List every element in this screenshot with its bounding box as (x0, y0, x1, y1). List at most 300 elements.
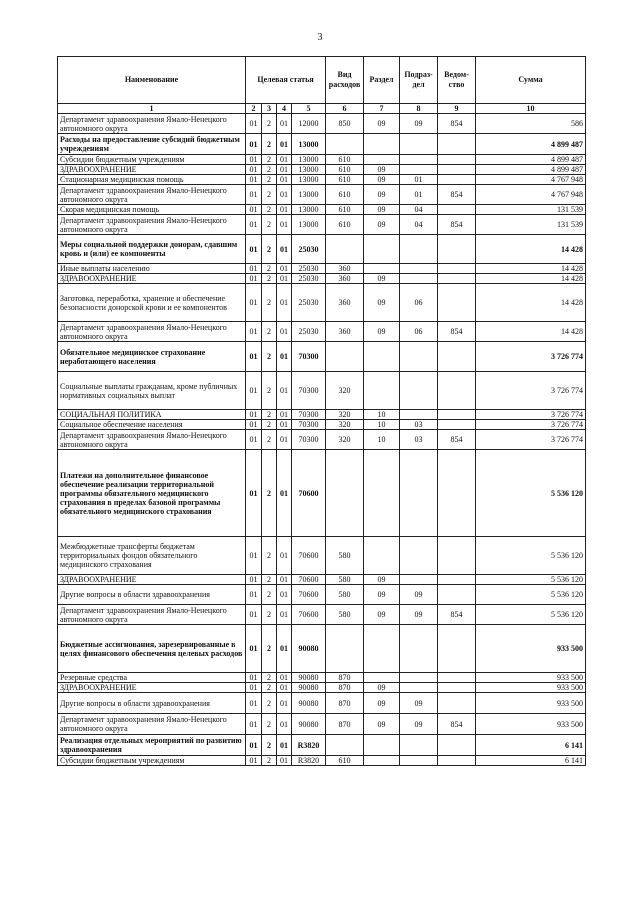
cell-department (438, 585, 476, 605)
cell-name: Обязательное медицинское страхование неработающего населения (58, 342, 246, 372)
cell-section (364, 756, 400, 766)
cell-target-subprogram: 2 (262, 264, 277, 274)
cell-target-subprogram: 2 (262, 372, 277, 410)
cell-department (438, 693, 476, 714)
cell-sum: 933 500 (476, 714, 586, 735)
table-row (58, 430, 586, 450)
cell-department (438, 683, 476, 693)
cell-target-subprogram: 2 (262, 756, 277, 766)
table-row (58, 585, 586, 605)
cell-department (438, 342, 476, 372)
cell-target-code: 70600 (292, 450, 326, 537)
table-row (58, 264, 586, 274)
cell-target-main-event: 01 (277, 215, 292, 235)
cell-expense-type (326, 134, 364, 155)
cell-target-code: 90080 (292, 693, 326, 714)
cell-name: Заготовка, переработка, хранение и обеспечение безопасности донорской крови и ее компонентов (58, 284, 246, 322)
cell-target-subprogram: 2 (262, 235, 277, 264)
cell-target-subprogram: 2 (262, 430, 277, 450)
header-name: Наименование (58, 57, 246, 104)
cell-target-code: 25030 (292, 284, 326, 322)
cell-sum: 14 428 (476, 264, 586, 274)
cell-expense-type: 580 (326, 605, 364, 625)
cell-target-program: 01 (246, 175, 262, 185)
table-row (58, 605, 586, 625)
cell-section: 09 (364, 693, 400, 714)
col-number: 4 (277, 104, 292, 114)
cell-target-program: 01 (246, 284, 262, 322)
cell-target-main-event: 01 (277, 175, 292, 185)
col-number: 6 (326, 104, 364, 114)
cell-target-program: 01 (246, 264, 262, 274)
cell-sum: 4 899 487 (476, 155, 586, 165)
cell-target-program: 01 (246, 235, 262, 264)
cell-target-code: 25030 (292, 274, 326, 284)
cell-sum: 4 899 487 (476, 134, 586, 155)
cell-section: 09 (364, 605, 400, 625)
cell-subsection (400, 134, 438, 155)
cell-target-subprogram: 2 (262, 274, 277, 284)
cell-target-code: 25030 (292, 264, 326, 274)
cell-target-subprogram: 2 (262, 215, 277, 235)
cell-department (438, 264, 476, 274)
cell-sum: 131 539 (476, 205, 586, 215)
cell-target-main-event: 01 (277, 625, 292, 673)
cell-target-subprogram: 2 (262, 165, 277, 175)
cell-target-code: 13000 (292, 165, 326, 175)
cell-sum: 3 726 774 (476, 420, 586, 430)
cell-target-subprogram: 2 (262, 673, 277, 683)
cell-target-subprogram: 2 (262, 175, 277, 185)
cell-subsection: 03 (400, 420, 438, 430)
cell-section (364, 155, 400, 165)
cell-subsection (400, 450, 438, 537)
cell-department (438, 450, 476, 537)
table-row (58, 714, 586, 735)
table-row (58, 322, 586, 342)
cell-target-subprogram: 2 (262, 537, 277, 575)
cell-section: 09 (364, 205, 400, 215)
cell-expense-type: 360 (326, 274, 364, 284)
cell-department (438, 625, 476, 673)
cell-subsection: 06 (400, 284, 438, 322)
cell-target-subprogram: 2 (262, 155, 277, 165)
cell-name: Департамент здравоохранения Ямало-Ненецкого автономного округа (58, 714, 246, 735)
cell-target-code: 70600 (292, 605, 326, 625)
cell-subsection (400, 342, 438, 372)
cell-target-code: 70600 (292, 537, 326, 575)
cell-department (438, 420, 476, 430)
cell-target-program: 01 (246, 714, 262, 735)
cell-subsection (400, 673, 438, 683)
cell-department (438, 134, 476, 155)
cell-target-program: 01 (246, 625, 262, 673)
cell-section (364, 264, 400, 274)
cell-department (438, 205, 476, 215)
cell-target-main-event: 01 (277, 673, 292, 683)
cell-target-main-event: 01 (277, 605, 292, 625)
cell-name: Департамент здравоохранения Ямало-Ненецкого автономного округа (58, 605, 246, 625)
table-row (58, 683, 586, 693)
cell-target-main-event: 01 (277, 537, 292, 575)
cell-name: Скорая медицинская помощь (58, 205, 246, 215)
table-row (58, 673, 586, 683)
cell-name: Департамент здравоохранения Ямало-Ненецкого автономного округа (58, 322, 246, 342)
cell-name: Социальные выплаты гражданам, кроме публичных нормативных социальных выплат (58, 372, 246, 410)
cell-subsection (400, 683, 438, 693)
table-row (58, 134, 586, 155)
cell-name: Стационарная медицинская помощь (58, 175, 246, 185)
cell-target-subprogram: 2 (262, 625, 277, 673)
cell-department (438, 735, 476, 756)
cell-section: 09 (364, 284, 400, 322)
cell-expense-type: 610 (326, 215, 364, 235)
cell-sum: 14 428 (476, 284, 586, 322)
cell-department: 854 (438, 114, 476, 134)
table-row (58, 693, 586, 714)
cell-target-subprogram: 2 (262, 683, 277, 693)
cell-target-program: 01 (246, 735, 262, 756)
table-row (58, 756, 586, 766)
cell-section: 09 (364, 185, 400, 205)
cell-name: Субсидии бюджетным учреждениям (58, 756, 246, 766)
cell-name: Другие вопросы в области здравоохранения (58, 693, 246, 714)
cell-department (438, 575, 476, 585)
cell-section: 10 (364, 410, 400, 420)
cell-sum: 3 726 774 (476, 342, 586, 372)
table-row (58, 155, 586, 165)
cell-target-program: 01 (246, 322, 262, 342)
cell-subsection (400, 735, 438, 756)
table-row (58, 235, 586, 264)
cell-section: 09 (364, 683, 400, 693)
cell-target-subprogram: 2 (262, 714, 277, 735)
cell-sum: 4 899 487 (476, 165, 586, 175)
cell-name: Расходы на предоставление субсидий бюджетным учреждениям (58, 134, 246, 155)
cell-subsection (400, 537, 438, 575)
cell-section: 09 (364, 165, 400, 175)
cell-subsection (400, 575, 438, 585)
cell-expense-type: 610 (326, 155, 364, 165)
cell-target-program: 01 (246, 420, 262, 430)
cell-section: 09 (364, 175, 400, 185)
header-expense-type: Вид расходов (326, 57, 364, 104)
cell-expense-type: 610 (326, 756, 364, 766)
header-subsection: Подраз-дел (400, 57, 438, 104)
cell-name: ЗДРАВООХРАНЕНИЕ (58, 575, 246, 585)
cell-expense-type: 360 (326, 322, 364, 342)
cell-sum: 5 536 120 (476, 575, 586, 585)
cell-target-subprogram: 2 (262, 205, 277, 215)
cell-department (438, 165, 476, 175)
col-number: 3 (262, 104, 277, 114)
table-row (58, 372, 586, 410)
cell-section: 09 (364, 274, 400, 284)
cell-sum: 14 428 (476, 322, 586, 342)
cell-target-program: 01 (246, 372, 262, 410)
cell-department (438, 274, 476, 284)
table-row (58, 537, 586, 575)
cell-name: Социальное обеспечение населения (58, 420, 246, 430)
cell-department: 854 (438, 430, 476, 450)
cell-name: ЗДРАВООХРАНЕНИЕ (58, 274, 246, 284)
cell-name: Департамент здравоохранения Ямало-Ненецкого автономного округа (58, 185, 246, 205)
cell-target-program: 01 (246, 585, 262, 605)
header-department: Ведом-ство (438, 57, 476, 104)
cell-sum: 933 500 (476, 683, 586, 693)
cell-target-subprogram: 2 (262, 342, 277, 372)
header-target-article: Целевая статья (246, 57, 326, 104)
cell-expense-type: 580 (326, 585, 364, 605)
cell-expense-type: 360 (326, 284, 364, 322)
cell-target-subprogram: 2 (262, 410, 277, 420)
cell-target-main-event: 01 (277, 372, 292, 410)
cell-target-code: R3820 (292, 735, 326, 756)
cell-subsection: 03 (400, 430, 438, 450)
cell-target-main-event: 01 (277, 274, 292, 284)
cell-target-code: R3820 (292, 756, 326, 766)
cell-sum: 933 500 (476, 625, 586, 673)
cell-sum: 586 (476, 114, 586, 134)
cell-department: 854 (438, 714, 476, 735)
cell-section: 09 (364, 322, 400, 342)
table-row (58, 175, 586, 185)
cell-target-code: 25030 (292, 322, 326, 342)
table-row (58, 625, 586, 673)
cell-sum: 6 141 (476, 756, 586, 766)
cell-name: Департамент здравоохранения Ямало-Ненецкого автономного округа (58, 215, 246, 235)
page-number: 3 (317, 32, 323, 43)
cell-subsection: 09 (400, 693, 438, 714)
cell-expense-type: 580 (326, 537, 364, 575)
cell-target-code: 90080 (292, 683, 326, 693)
cell-expense-type: 320 (326, 420, 364, 430)
cell-department (438, 372, 476, 410)
cell-expense-type: 850 (326, 114, 364, 134)
cell-expense-type: 610 (326, 165, 364, 175)
cell-name: Иные выплаты населению (58, 264, 246, 274)
cell-name: Департамент здравоохранения Ямало-Ненецкого автономного округа (58, 430, 246, 450)
cell-subsection (400, 625, 438, 673)
cell-target-main-event: 01 (277, 693, 292, 714)
cell-sum: 3 726 774 (476, 430, 586, 450)
cell-target-subprogram: 2 (262, 575, 277, 585)
col-number: 8 (400, 104, 438, 114)
cell-name: ЗДРАВООХРАНЕНИЕ (58, 165, 246, 175)
budget-table (57, 56, 586, 766)
cell-subsection (400, 756, 438, 766)
cell-target-subprogram: 2 (262, 284, 277, 322)
cell-section (364, 342, 400, 372)
cell-target-subprogram: 2 (262, 420, 277, 430)
cell-subsection: 09 (400, 714, 438, 735)
table-row (58, 735, 586, 756)
cell-target-program: 01 (246, 205, 262, 215)
cell-target-code: 25030 (292, 235, 326, 264)
col-number: 7 (364, 104, 400, 114)
cell-expense-type: 320 (326, 372, 364, 410)
cell-expense-type: 320 (326, 410, 364, 420)
cell-target-subprogram: 2 (262, 605, 277, 625)
cell-name: СОЦИАЛЬНАЯ ПОЛИТИКА (58, 410, 246, 420)
cell-department (438, 537, 476, 575)
cell-target-program: 01 (246, 185, 262, 205)
cell-department (438, 155, 476, 165)
cell-target-code: 90080 (292, 673, 326, 683)
cell-target-main-event: 01 (277, 155, 292, 165)
cell-target-code: 13000 (292, 205, 326, 215)
table-row (58, 185, 586, 205)
col-number: 2 (246, 104, 262, 114)
cell-subsection (400, 264, 438, 274)
cell-subsection: 01 (400, 185, 438, 205)
cell-target-code: 70600 (292, 585, 326, 605)
table-row (58, 274, 586, 284)
cell-sum: 5 536 120 (476, 605, 586, 625)
cell-name: Реализация отдельных мероприятий по развитию здравоохранения (58, 735, 246, 756)
cell-name: ЗДРАВООХРАНЕНИЕ (58, 683, 246, 693)
cell-target-program: 01 (246, 114, 262, 134)
cell-target-program: 01 (246, 155, 262, 165)
cell-target-program: 01 (246, 165, 262, 175)
cell-expense-type: 360 (326, 264, 364, 274)
cell-section: 10 (364, 420, 400, 430)
header-section: Раздел (364, 57, 400, 104)
cell-target-subprogram: 2 (262, 693, 277, 714)
col-number: 9 (438, 104, 476, 114)
cell-target-main-event: 01 (277, 735, 292, 756)
cell-target-program: 01 (246, 605, 262, 625)
cell-target-code: 70600 (292, 575, 326, 585)
cell-section: 09 (364, 215, 400, 235)
cell-subsection: 09 (400, 605, 438, 625)
cell-sum: 3 726 774 (476, 410, 586, 420)
cell-section (364, 735, 400, 756)
cell-target-code: 70300 (292, 410, 326, 420)
cell-target-main-event: 01 (277, 342, 292, 372)
cell-target-program: 01 (246, 537, 262, 575)
cell-name: Резервные средства (58, 673, 246, 683)
cell-sum: 14 428 (476, 235, 586, 264)
cell-section (364, 537, 400, 575)
cell-subsection: 09 (400, 114, 438, 134)
cell-target-code: 13000 (292, 215, 326, 235)
cell-target-program: 01 (246, 342, 262, 372)
cell-target-main-event: 01 (277, 430, 292, 450)
cell-name: Меры социальной поддержки донорам, сдавшим кровь и (или) ее компоненты (58, 235, 246, 264)
cell-target-program: 01 (246, 693, 262, 714)
cell-department (438, 673, 476, 683)
cell-section (364, 134, 400, 155)
cell-section: 09 (364, 114, 400, 134)
cell-department (438, 175, 476, 185)
cell-target-subprogram: 2 (262, 322, 277, 342)
cell-sum: 3 726 774 (476, 372, 586, 410)
cell-name: Другие вопросы в области здравоохранения (58, 585, 246, 605)
cell-department (438, 284, 476, 322)
cell-section (364, 673, 400, 683)
cell-target-main-event: 01 (277, 420, 292, 430)
table-row (58, 410, 586, 420)
cell-name: Бюджетные ассигнования, зарезервированные в целях финансового обеспечения целевых расходов (58, 625, 246, 673)
cell-name: Департамент здравоохранения Ямало-Ненецкого автономного округа (58, 114, 246, 134)
cell-target-subprogram: 2 (262, 114, 277, 134)
cell-section (364, 235, 400, 264)
cell-target-main-event: 01 (277, 450, 292, 537)
cell-department: 854 (438, 322, 476, 342)
cell-target-program: 01 (246, 575, 262, 585)
cell-target-code: 13000 (292, 175, 326, 185)
cell-target-code: 70300 (292, 342, 326, 372)
cell-target-code: 90080 (292, 714, 326, 735)
cell-expense-type: 610 (326, 205, 364, 215)
cell-sum: 14 428 (476, 274, 586, 284)
table-row (58, 342, 586, 372)
cell-target-main-event: 01 (277, 235, 292, 264)
cell-expense-type: 580 (326, 575, 364, 585)
cell-target-code: 13000 (292, 185, 326, 205)
cell-sum: 131 539 (476, 215, 586, 235)
cell-target-subprogram: 2 (262, 185, 277, 205)
cell-target-program: 01 (246, 756, 262, 766)
cell-subsection (400, 165, 438, 175)
cell-subsection: 09 (400, 585, 438, 605)
table-row (58, 215, 586, 235)
cell-subsection: 06 (400, 322, 438, 342)
cell-expense-type: 610 (326, 175, 364, 185)
cell-section: 09 (364, 714, 400, 735)
cell-target-main-event: 01 (277, 575, 292, 585)
cell-subsection (400, 235, 438, 264)
cell-target-program: 01 (246, 430, 262, 450)
cell-section: 10 (364, 430, 400, 450)
cell-sum: 5 536 120 (476, 537, 586, 575)
cell-expense-type: 320 (326, 430, 364, 450)
table-row (58, 420, 586, 430)
cell-department: 854 (438, 605, 476, 625)
cell-target-main-event: 01 (277, 114, 292, 134)
cell-department (438, 410, 476, 420)
cell-subsection: 04 (400, 215, 438, 235)
header-sum: Сумма (476, 57, 586, 104)
cell-section: 09 (364, 585, 400, 605)
cell-target-subprogram: 2 (262, 450, 277, 537)
cell-target-main-event: 01 (277, 756, 292, 766)
cell-expense-type: 610 (326, 185, 364, 205)
cell-expense-type: 870 (326, 683, 364, 693)
table-row (58, 284, 586, 322)
cell-section: 09 (364, 575, 400, 585)
cell-expense-type: 870 (326, 693, 364, 714)
cell-target-main-event: 01 (277, 284, 292, 322)
cell-expense-type (326, 342, 364, 372)
cell-department (438, 756, 476, 766)
cell-target-main-event: 01 (277, 264, 292, 274)
table-row (58, 165, 586, 175)
table-row (58, 205, 586, 215)
table-header-row (58, 57, 586, 104)
cell-section (364, 450, 400, 537)
cell-department (438, 235, 476, 264)
cell-sum: 933 500 (476, 673, 586, 683)
column-number-row (58, 104, 586, 114)
cell-target-program: 01 (246, 410, 262, 420)
cell-target-program: 01 (246, 673, 262, 683)
cell-target-main-event: 01 (277, 585, 292, 605)
cell-expense-type: 870 (326, 673, 364, 683)
cell-target-main-event: 01 (277, 714, 292, 735)
cell-expense-type (326, 625, 364, 673)
